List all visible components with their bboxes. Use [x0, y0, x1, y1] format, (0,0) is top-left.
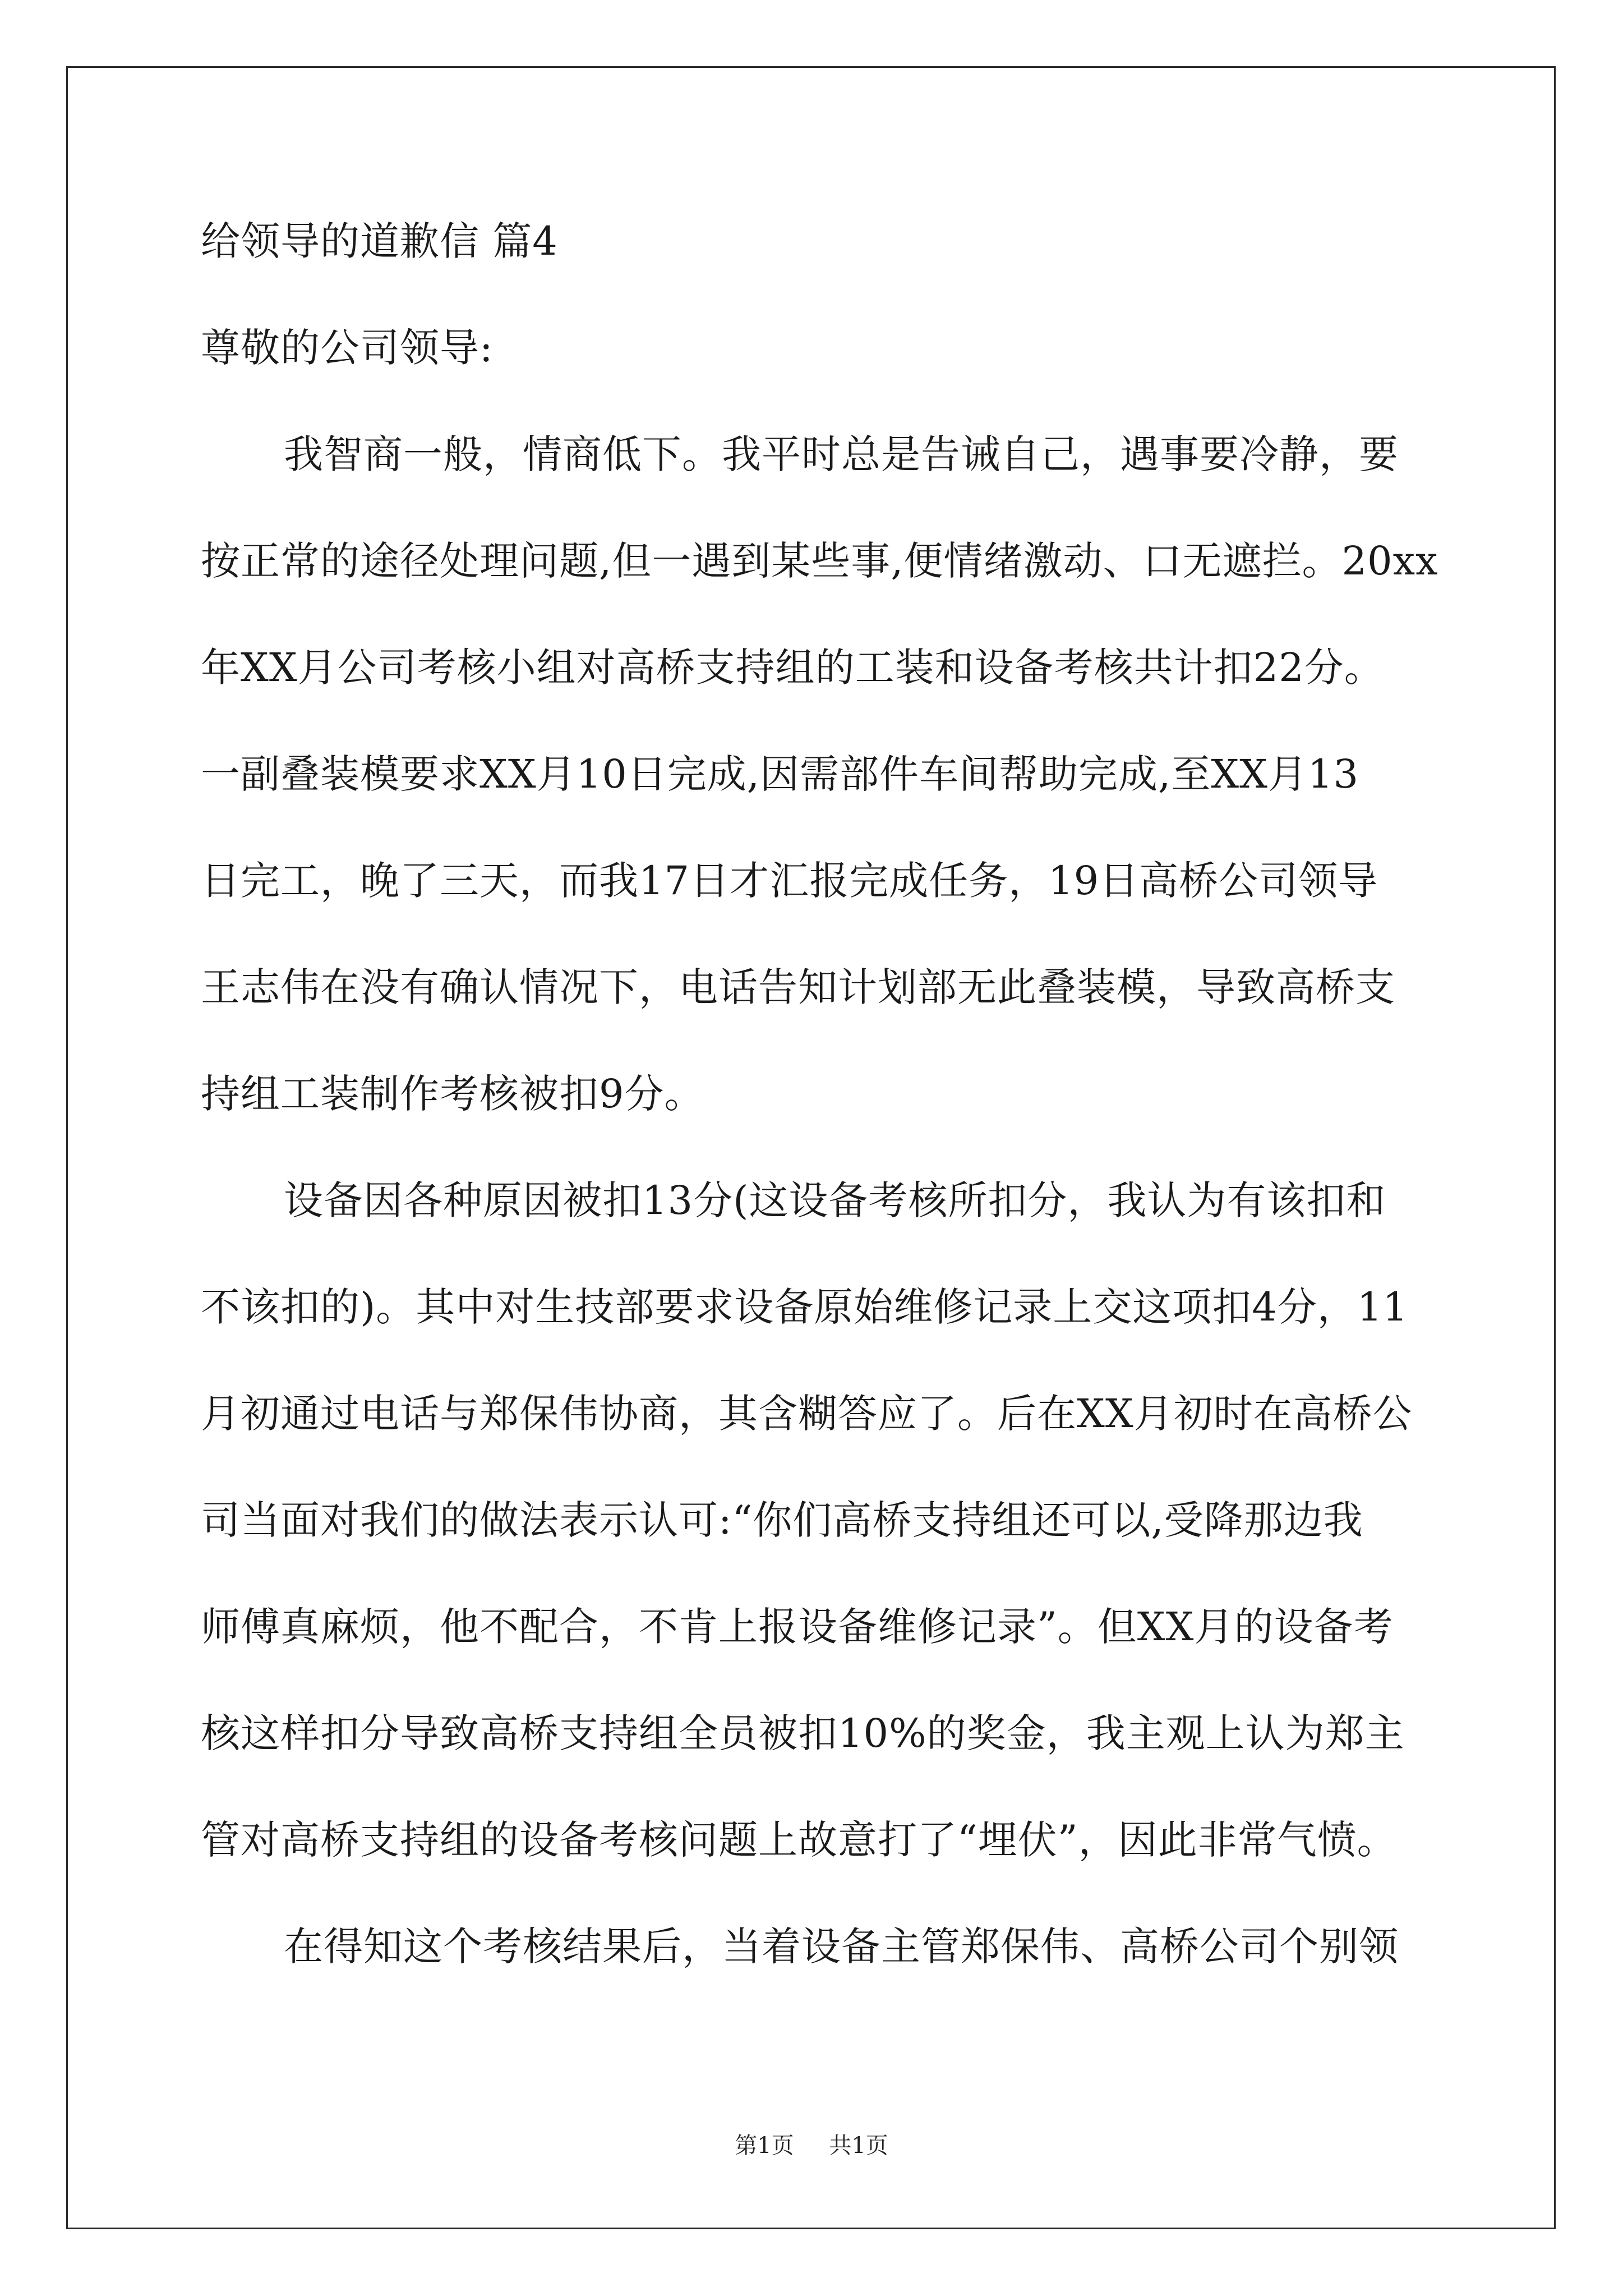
- text-line: 月初通过电话与郑保伟协商，其含糊答应了。后在XX月初时在高桥公: [201, 1391, 1413, 1437]
- text-line: 在得知这个考核结果后，当着设备主管郑保伟、高桥公司个别领: [284, 1924, 1399, 1970]
- text-line: 日完工，晚了三天，而我17日才汇报完成任务，19日高桥公司领导: [201, 858, 1378, 904]
- text-line: 按正常的途径处理问题,但一遇到某些事,便情绪激动、口无遮拦。20xx: [201, 538, 1438, 584]
- text-line: 核这样扣分导致高桥支持组全员被扣10%的奖金，我主观上认为郑主: [201, 1710, 1405, 1756]
- text-line: 管对高桥支持组的设备考核问题上故意打了“埋伏”，因此非常气愤。: [201, 1817, 1397, 1863]
- document-body: [201, 213, 1438, 2025]
- text-line: 王志伟在没有确认情况下，电话告知计划部无此叠装模，导致高桥支: [201, 964, 1395, 1010]
- salutation: 尊敬的公司领导:: [201, 325, 494, 371]
- text-line: 年XX月公司考核小组对高桥支持组的工装和设备考核共计扣22分。: [201, 645, 1384, 691]
- document-title: 给领导的道歉信 篇4: [201, 218, 558, 264]
- text-line: 师傅真麻烦，他不配合，不肯上报设备维修记录”。但XX月的设备考: [201, 1604, 1394, 1650]
- page-number: 第1页: [735, 2133, 794, 2159]
- text-line: 设备因各种原因被扣13分(这设备考核所扣分，我认为有该扣和: [284, 1177, 1386, 1223]
- text-line: 我智商一般，情商低下。我平时总是告诫自己，遇事要冷静，要: [284, 431, 1399, 477]
- page-total: 共1页: [829, 2133, 888, 2159]
- text-line: 一副叠装模要求XX月10日完成,因需部件车间帮助完成,至XX月13: [201, 751, 1359, 797]
- text-line: 持组工装制作考核被扣9分。: [201, 1071, 704, 1117]
- text-line: 司当面对我们的做法表示认可:“你们高桥支持组还可以,受降那边我: [201, 1497, 1363, 1543]
- text-line: 不该扣的)。其中对生技部要求设备原始维修记录上交这项扣4分，11: [201, 1284, 1408, 1330]
- page-footer: [0, 2132, 1623, 2160]
